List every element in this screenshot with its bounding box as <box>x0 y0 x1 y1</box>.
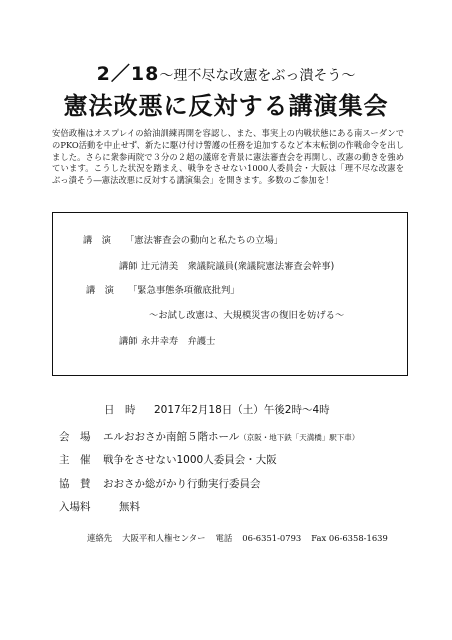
page-title: 憲法改悪に反対する講演集会 <box>63 92 389 120</box>
event-date: 2／18 <box>96 63 160 85</box>
talk1-line <box>83 235 283 247</box>
venue-access: （京阪・地下鉄「天満橋」駅下車） <box>239 433 360 442</box>
organizer-row <box>59 453 277 467</box>
fee-row <box>59 500 140 514</box>
venue-row <box>59 430 359 445</box>
speaker2-label: 講師 <box>119 336 138 347</box>
datetime-label: 日 時 <box>104 404 136 416</box>
datetime-row <box>104 403 330 417</box>
speaker1-name: 辻元清美 衆議院議員(衆議院憲法審査会幹事) <box>141 261 335 272</box>
venue-label: 会 場 <box>59 431 91 443</box>
contact-phone-label: 電話 <box>215 533 233 543</box>
event-subtitle: 〜理不尽な改憲をぶっ潰そう〜 <box>159 68 356 84</box>
speaker1-label: 講師 <box>119 261 138 272</box>
cosponsor-value: おおさか総がかり行動実行委員会 <box>103 478 261 490</box>
contact-org: 大阪平和人権センター <box>122 533 206 543</box>
talk1-title: 「憲法審査会の動向と私たちの立場」 <box>125 235 284 246</box>
contact-phone: 06-6351-0793 <box>242 533 302 543</box>
talk1-label: 講 演 <box>83 235 111 246</box>
cosponsor-row <box>59 477 261 491</box>
cosponsor-label: 協 賛 <box>59 478 91 490</box>
contact-line <box>87 532 388 544</box>
contact-label: 連絡先 <box>87 533 113 543</box>
talk2-title: 「緊急事態条項徹底批判」 <box>128 285 240 296</box>
fee-value: 無料 <box>119 501 140 513</box>
venue-value: エルおおさか南館５階ホール <box>103 431 240 443</box>
speaker1-line <box>119 261 334 273</box>
contact-fax: Fax 06-6358-1639 <box>311 533 388 543</box>
datetime-value: 2017年2月18日（土）午後2時〜4時 <box>154 404 330 416</box>
talk2-subtitle: 〜お試し改憲は、大規模災害の復旧を妨げる〜 <box>149 310 345 321</box>
talk2-label: 講 演 <box>86 285 114 296</box>
fee-label: 入場料 <box>59 501 91 513</box>
event-date-heading <box>0 63 452 87</box>
speaker2-line <box>119 336 215 348</box>
intro-paragraph: 安倍政権はオスプレイの給油訓練再開を容認し、また、事実上の内戦状態にある南スーダンでのPKO活動を中止せず、新たに駆け付け警護の任務を追加するなど本末転倒の作戦命令を出しました。さらに衆参両院で３分の２超の議席を背景に憲法審査会を再開し、改憲の動きを強めています。こうした状況を踏まえ、戦争をさせない1000人委員会・大阪は「理不尽な改憲をぶっ潰そう―憲法改悪に反対する講演集会」を開きます。多数のご参加を！ <box>52 128 404 186</box>
organizer-label: 主 催 <box>59 454 91 466</box>
organizer-value: 戦争をさせない1000人委員会・大阪 <box>103 454 277 466</box>
talk2-line <box>86 285 240 297</box>
speaker2-name: 永井幸寿 弁護士 <box>141 336 216 347</box>
